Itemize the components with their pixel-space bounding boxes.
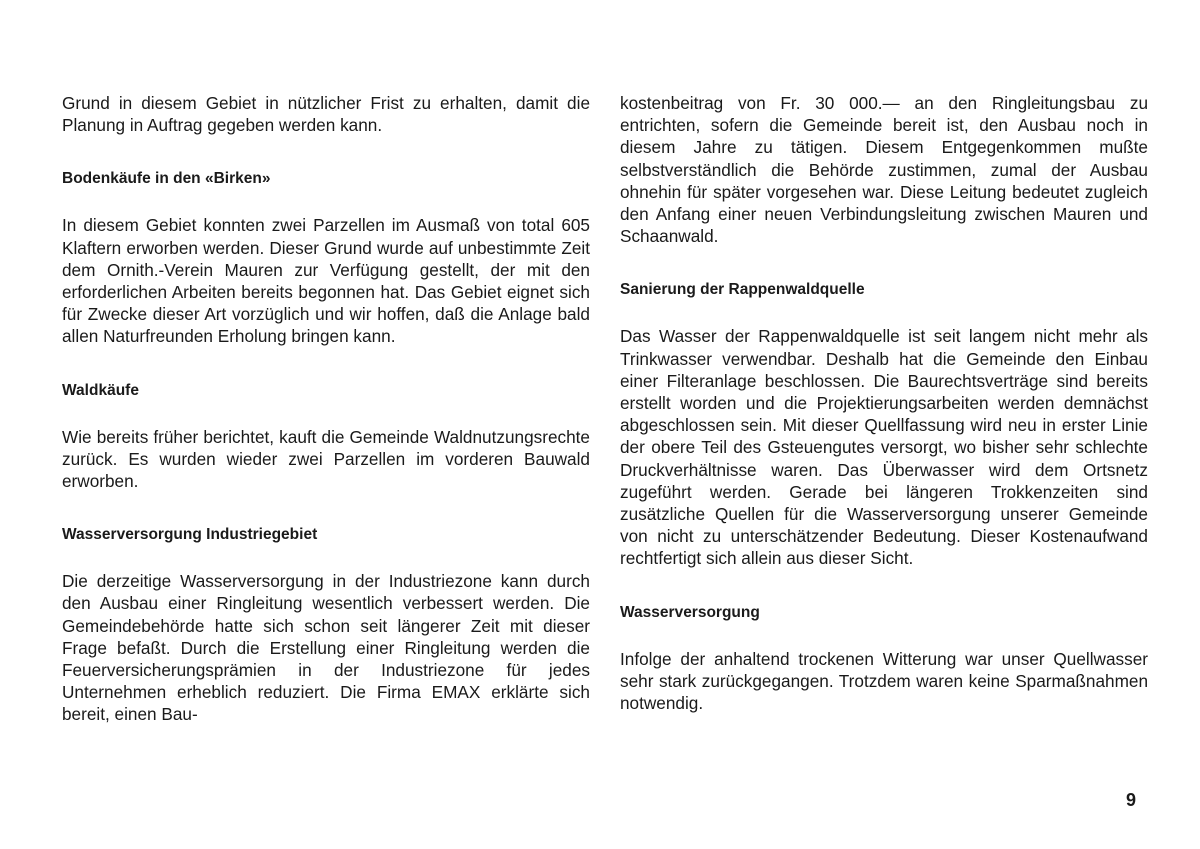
paragraph-waldkaeufe: Wie bereits früher berichtet, kauft die Gemeinde Waldnutzungsrechte zurück. Es wurden wieder zwei Parzellen im vorderen Bauwald erworben. (62, 426, 590, 492)
paragraph-wasserversorgung: Infolge der anhaltend trockenen Witterung war unser Quellwasser sehr stark zurückgegangen. Trotzdem waren keine Sparmaßnahmen notwendig. (620, 648, 1148, 714)
continued-paragraph-right: kostenbeitrag von Fr. 30 000.— an den Ringleitungsbau zu entrichten, sofern die Gemeinde bereit ist, den Ausbau noch in diesem Jahre zu tätigen. Diesem Entgegenkommen mußte selbstverständlich die Behörde zustimmen, zumal der Ausbau ohnehin für später vorgesehen war. Diese Leitung bedeutet zugleich den Anfang einer neuen Verbindungsleitung zwischen Mauren und Schaanwald. (620, 93, 1148, 247)
right-column (620, 92, 1148, 714)
heading-waldkaeufe: Waldkäufe (62, 381, 139, 399)
continued-paragraph-left: Grund in diesem Gebiet in nützlicher Frist zu erhalten, damit die Planung in Auftrag gegeben werden kann. (62, 93, 590, 136)
paragraph-wasserversorgung-industriegebiet: Die derzeitige Wasserversorgung in der Industriezone kann durch den Ausbau einer Ringleitung wesentlich verbessert werden. Die Gemeindebehörde hatte sich schon seit längerer Zeit mit dieser Frage befaßt. Durch die Erstellung einer Ringleitung werden die Feuerversicherungsprämien in der Industriezone für jedes Unternehmen erheblich reduziert. Die Firma EMAX erklärte sich bereit, einen Bau- (62, 571, 590, 725)
paragraph-bodenkaeufe-birken: In diesem Gebiet konnten zwei Parzellen im Ausmaß von total 605 Klaftern erworben werden. Dieser Grund wurde auf unbestimmte Zeit dem Ornith.-Verein Mauren zur Verfügung gestellt, der mit den erforderlichen Arbeiten bereits begonnen hat. Das Gebiet eignet sich für Zwecke dieser Art vorzüglich und wir hoffen, daß die Anlage bald allen Naturfreunden Erholung bringen kann. (62, 215, 590, 347)
page-number: 9 (1126, 790, 1137, 810)
heading-bodenkaeufe-birken: Bodenkäufe in den «Birken» (62, 170, 271, 188)
heading-sanierung-rappenwaldquelle: Sanierung der Rappenwaldquelle (620, 281, 865, 299)
left-column (62, 92, 590, 726)
paragraph-sanierung-rappenwaldquelle: Das Wasser der Rappenwaldquelle ist seit langem nicht mehr als Trinkwasser verwendbar. Deshalb hat die Gemeinde den Einbau einer Filteranlage beschlossen. Die Baurechtsverträge sind bereits erstellt worden und die Projektierungsarbeiten werden demnächst abgeschlossen sein. Mit dieser Quellfassung wird neu in erster Linie der obere Teil des Gsteuengutes versorgt, wo bisher sehr schlechte Druckverhältnisse waren. Das Überwasser wird dem Ortsnetz zugeführt werden. Gerade bei längeren Trokkenzeiten sind zusätzliche Quellen für die Wasserversorgung unserer Gemeinde von nicht zu unterschätzender Bedeutung. Dieser Kostenaufwand rechtfertigt sich allein aus dieser Sicht. (620, 326, 1148, 569)
heading-wasserversorgung-industriegebiet: Wasserversorgung Industriegebiet (62, 526, 318, 544)
heading-wasserversorgung: Wasserversorgung (620, 603, 760, 621)
